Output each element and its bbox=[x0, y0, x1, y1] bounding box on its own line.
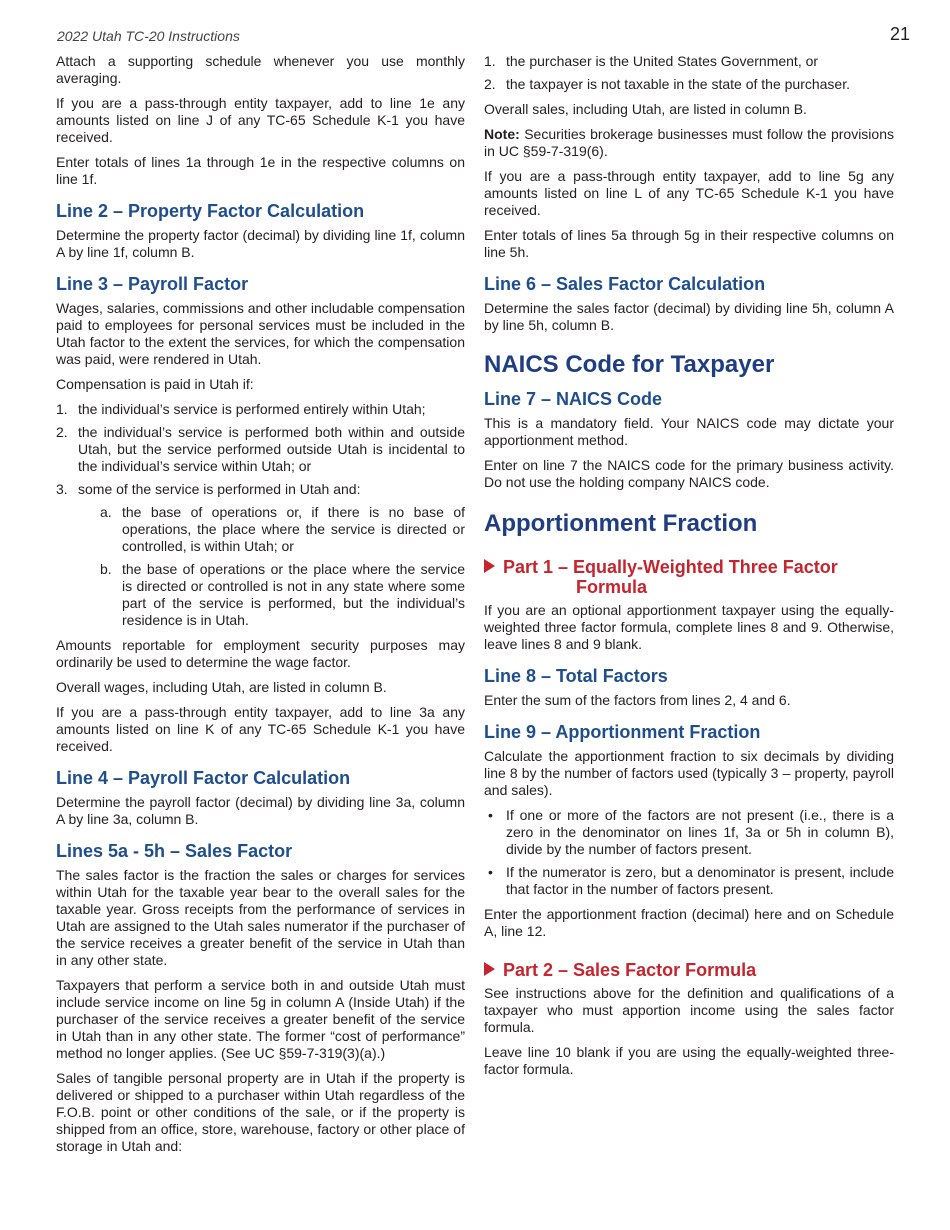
page-number: 21 bbox=[889, 24, 910, 44]
paragraph-line-9: Calculate the apportionment fraction to six decimals by dividing line 8 by the number of factors used (typically 3 – property, payroll and sales). bbox=[484, 748, 894, 798]
paragraph-enter-fraction: Enter the apportionment fraction (decimal) here and on Schedule A, line 12. bbox=[484, 906, 894, 939]
paragraph-overall-sales: Overall sales, including Utah, are listed in column B. bbox=[484, 101, 807, 117]
list-item: b. the base of operations or the place where the service is directed or controlled is not in any state where some part of the service is performed, but the individual’s residence is in Utah. bbox=[100, 561, 465, 628]
heading-line-8: Line 8 – Total Factors bbox=[484, 666, 668, 686]
right-column bbox=[484, 53, 894, 1086]
document-header-title: 2022 Utah TC-20 Instructions bbox=[57, 28, 240, 44]
paragraph-line-4: Determine the payroll factor (decimal) by dividing line 3a, column A by line 3a, column B. bbox=[56, 794, 465, 827]
paragraph-line-7-mandatory: This is a mandatory field. Your NAICS code may dictate your apportionment method. bbox=[484, 415, 894, 448]
list-item: 1. the individual’s service is performed entirely within Utah; bbox=[56, 401, 426, 417]
section-heading-naics: NAICS Code for Taxpayer bbox=[484, 351, 775, 378]
paragraph-compensation-intro: Compensation is paid in Utah if: bbox=[56, 376, 254, 392]
paragraph-line-7-enter: Enter on line 7 the NAICS code for the primary business activity. Do not use the holding company NAICS code. bbox=[484, 457, 894, 490]
paragraph-part-1: If you are an optional apportionment taxpayer using the equally-weighted three factor formula, complete lines 8 and 9. Otherwise, leave lines 8 and 9 blank. bbox=[484, 602, 894, 652]
paragraph-part-2-leave-blank: Leave line 10 blank if you are using the equally-weighted three-factor formula. bbox=[484, 1044, 894, 1077]
note-label: Note: bbox=[484, 126, 520, 142]
list-item: 2. the individual’s service is performed both within and outside Utah, but the service performed outside Utah is incidental to the individual’s service within Utah; or bbox=[56, 424, 465, 474]
paragraph-line-6: Determine the sales factor (decimal) by dividing line 5h, column A by line 5h, column B. bbox=[484, 300, 894, 333]
triangle-arrow-icon bbox=[484, 962, 495, 976]
heading-part-2: Part 2 – Sales Factor Formula bbox=[484, 960, 894, 980]
paragraph-line-8: Enter the sum of the factors from lines 2, 4 and 6. bbox=[484, 692, 791, 708]
triangle-arrow-icon bbox=[484, 559, 495, 573]
heading-line-3: Line 3 – Payroll Factor bbox=[56, 274, 249, 294]
heading-part-1: Part 1 – Equally-Weighted Three Factor Formula bbox=[484, 557, 894, 597]
list-item: • If the numerator is zero, but a denominator is present, include that factor in the number of factors present. bbox=[488, 864, 894, 897]
paragraph-line-3: Wages, salaries, commissions and other includable compensation paid to employees for personal services must be included in the Utah factor to the extent the services, for which the compensation was paid, were rendered in Utah. bbox=[56, 300, 465, 367]
compensation-list bbox=[56, 401, 465, 629]
list-item: 2. the taxpayer is not taxable in the state of the purchaser. bbox=[484, 76, 850, 92]
paragraph-passthrough-1e: If you are a pass-through entity taxpayer, add to line 1e any amounts listed on line J of any TC-65 Schedule K-1 you have received. bbox=[56, 95, 465, 145]
heading-line-6: Line 6 – Sales Factor Calculation bbox=[484, 274, 766, 294]
paragraph-passthrough-5g: If you are a pass-through entity taxpayer, add to line 5g any amounts listed on line L of any TC-65 Schedule K-1 you have received. bbox=[484, 168, 894, 218]
paragraph-tangible-property: Sales of tangible personal property are in Utah if the property is delivered or shipped to a purchaser within Utah regardless of the F.O.B. point or other conditions of the sale, or if the property is shipped from an office, store, warehouse, factory or other place of storage in Utah and: bbox=[56, 1070, 465, 1154]
paragraph-sales-factor: The sales factor is the fraction the sales or charges for services within Utah for the taxable year bear to the overall sales for the taxable year. Gross receipts from the performance of services in Utah are assigned to the Utah sales numerator if the purchaser of the service receives a greater benefit of the service in Utah than in any other state. bbox=[56, 867, 465, 968]
left-column bbox=[56, 53, 465, 1163]
line-9-bullet-list bbox=[484, 807, 894, 898]
paragraph-part-2-instructions: See instructions above for the definition and qualifications of a taxpayer who must apportion income using the sales factor formula. bbox=[484, 985, 894, 1035]
paragraph-attach: Attach a supporting schedule whenever you use monthly averaging. bbox=[56, 53, 465, 86]
list-item: 1. the purchaser is the United States Government, or bbox=[484, 53, 819, 69]
paragraph-taxpayers-service: Taxpayers that perform a service both in and outside Utah must include service income on line 5g in column A (Inside Utah) if the purchaser of the service receives a greater benefit of the service in Utah than in any other state. The former “cost of performance” method no longer applies. (See UC §59-7-319(3)(a).) bbox=[56, 977, 465, 1061]
paragraph-passthrough-3a: If you are a pass-through entity taxpayer, add to line 3a any amounts listed on line K of any TC-65 Schedule K-1 you have received. bbox=[56, 704, 465, 754]
shipping-conditions-list bbox=[484, 53, 894, 93]
paragraph-line-2: Determine the property factor (decimal) by dividing line 1f, column A by line 1f, column B. bbox=[56, 227, 465, 260]
heading-line-7: Line 7 – NAICS Code bbox=[484, 389, 663, 409]
paragraph-totals-5h: Enter totals of lines 5a through 5g in their respective columns on line 5h. bbox=[484, 227, 894, 260]
list-item: • If one or more of the factors are not present (i.e., there is a zero in the denominator on lines 1f, 3a or 5h in column B), divide by the number of factors present. bbox=[488, 807, 894, 857]
section-heading-apportionment: Apportionment Fraction bbox=[484, 510, 758, 537]
heading-lines-5a-5h: Lines 5a - 5h – Sales Factor bbox=[56, 841, 293, 861]
heading-line-9: Line 9 – Apportionment Fraction bbox=[484, 722, 761, 742]
paragraph-amounts: Amounts reportable for employment security purposes may ordinarily be used to determine the wage factor. bbox=[56, 637, 465, 670]
compensation-sub-list bbox=[78, 504, 465, 629]
paragraph-overall-wages: Overall wages, including Utah, are listed in column B. bbox=[56, 679, 387, 695]
paragraph-totals-1f: Enter totals of lines 1a through 1e in the respective columns on line 1f. bbox=[56, 154, 465, 187]
note-securities: Note: Securities brokerage businesses must follow the provisions in UC §59-7-319(6). bbox=[484, 126, 894, 159]
list-item: a. the base of operations or, if there is no base of operations, the place where the service is directed or controlled, is within Utah; or bbox=[100, 504, 465, 554]
heading-line-2: Line 2 – Property Factor Calculation bbox=[56, 201, 365, 221]
heading-line-4: Line 4 – Payroll Factor Calculation bbox=[56, 768, 351, 788]
list-item: 3. some of the service is performed in Utah and: a. the base of operations or, if there is no base of operations, the place where the service is directed or controlled, is within Utah; or b. the base of operations or the place where the service is directed or controlled is not in any state where some part of the service is performed, but the individual’s residence is in Utah. bbox=[56, 481, 465, 628]
